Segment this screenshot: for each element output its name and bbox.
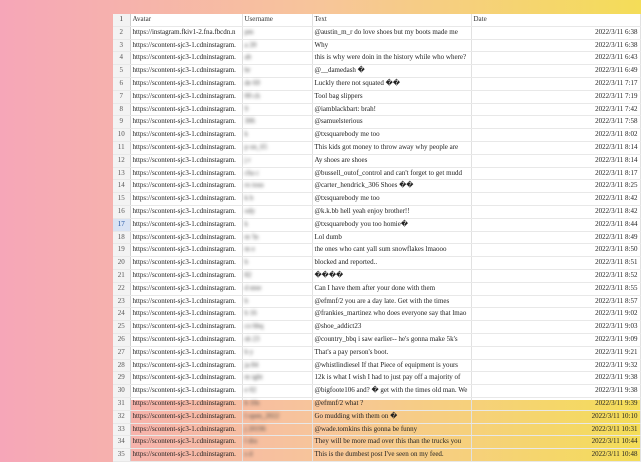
row-number[interactable]: 23	[113, 295, 130, 308]
text-cell[interactable]: this is why were doin in the history while who where?	[312, 52, 471, 65]
table-row[interactable]	[113, 333, 640, 346]
row-number[interactable]: 25	[113, 321, 130, 334]
username-cell[interactable]: b 10s	[242, 397, 312, 410]
text-cell[interactable]: 12k is what I wish I had to just pay off a majority of	[312, 372, 471, 385]
avatar-cell[interactable]: https://scontent-sjc3-1.cdninstagram.	[130, 77, 242, 90]
text-cell[interactable]: Tool bag slippers	[312, 90, 471, 103]
row-number[interactable]: 24	[113, 308, 130, 321]
row-number[interactable]: 5	[113, 65, 130, 78]
username-cell[interactable]: 00 ch	[242, 90, 312, 103]
data-table	[113, 14, 641, 462]
row-number[interactable]: 9	[113, 116, 130, 129]
row-number[interactable]: 16	[113, 205, 130, 218]
avatar-cell[interactable]: https://scontent-sjc3-1.cdninstagram.	[130, 231, 242, 244]
date-cell[interactable]: 2022/3/11 7:19	[471, 90, 640, 103]
table-row[interactable]	[113, 449, 640, 462]
table-row[interactable]	[113, 77, 640, 90]
date-cell[interactable]: 2022/3/11 10:31	[471, 423, 640, 436]
username-cell[interactable]: de 69	[242, 77, 312, 90]
date-cell[interactable]: 2022/3/11 8:02	[471, 129, 640, 142]
date-cell[interactable]: 2022/3/11 6:49	[471, 65, 640, 78]
text-cell[interactable]: @__damedash �	[312, 65, 471, 78]
username-cell[interactable]: m ight	[242, 372, 312, 385]
avatar-cell[interactable]: https://scontent-sjc3-1.cdninstagram.	[130, 346, 242, 359]
username-cell[interactable]: cha c	[242, 167, 312, 180]
date-cell[interactable]: 2022/3/11 9:21	[471, 346, 640, 359]
table-row[interactable]	[113, 154, 640, 167]
avatar-cell[interactable]: https://scontent-sjc3-1.cdninstagram.	[130, 397, 242, 410]
username-cell[interactable]: k	[242, 129, 312, 142]
username-cell[interactable]: 82	[242, 269, 312, 282]
avatar-cell[interactable]: https://scontent-sjc3-1.cdninstagram.	[130, 180, 242, 193]
username-cell[interactable]: ja 84	[242, 359, 312, 372]
text-cell[interactable]: @txsquarebody me too	[312, 129, 471, 142]
username-cell[interactable]: b 16	[242, 308, 312, 321]
date-cell[interactable]: 2022/3/11 9:32	[471, 359, 640, 372]
avatar-cell[interactable]: https://scontent-sjc3-1.cdninstagram.	[130, 103, 242, 116]
avatar-cell[interactable]: https://scontent-sjc3-1.cdninstagram.	[130, 308, 242, 321]
username-cell[interactable]: l open_2022	[242, 410, 312, 423]
row-number[interactable]: 28	[113, 359, 130, 372]
avatar-cell[interactable]: https://scontent-sjc3-1.cdninstagram.	[130, 205, 242, 218]
avatar-cell[interactable]: https://scontent-sjc3-1.cdninstagram.	[130, 269, 242, 282]
header-row	[113, 14, 640, 26]
date-cell[interactable]: 2022/3/11 9:38	[471, 372, 640, 385]
row-number[interactable]: 19	[113, 244, 130, 257]
avatar-cell[interactable]: https://scontent-sjc3-1.cdninstagram.	[130, 385, 242, 398]
text-cell[interactable]: @whistlindiesel If that Piece of equipment is yours	[312, 359, 471, 372]
text-cell[interactable]: Ay shoes are shoes	[312, 154, 471, 167]
username-cell[interactable]: d ntee	[242, 282, 312, 295]
username-cell[interactable]: s d	[242, 449, 312, 462]
row-number[interactable]: 12	[113, 154, 130, 167]
row-number[interactable]: 20	[113, 257, 130, 270]
date-cell[interactable]: 2022/3/11 8:55	[471, 282, 640, 295]
text-cell[interactable]: They will be more mad over this than the trucks you	[312, 436, 471, 449]
text-cell[interactable]: This is the dumbest post I've seen on my feed.	[312, 449, 471, 462]
row-number[interactable]: 3	[113, 39, 130, 52]
date-cell[interactable]: 2022/3/11 8:42	[471, 205, 640, 218]
username-cell[interactable]: k	[242, 218, 312, 231]
avatar-cell[interactable]: https://scontent-sjc3-1.cdninstagram.	[130, 449, 242, 462]
row-number[interactable]: 21	[113, 269, 130, 282]
username-cell[interactable]: e 02	[242, 385, 312, 398]
table-row[interactable]	[113, 231, 640, 244]
table-row[interactable]	[113, 372, 640, 385]
username-cell[interactable]: k b	[242, 193, 312, 206]
avatar-cell[interactable]: https://instagram.fkiv1-2.fna.fbcdn.n	[130, 26, 242, 39]
date-cell[interactable]: 2022/3/11 8:51	[471, 257, 640, 270]
table-row[interactable]	[113, 26, 640, 39]
row-number[interactable]: 15	[113, 193, 130, 206]
date-cell[interactable]: 2022/3/11 9:38	[471, 385, 640, 398]
avatar-cell[interactable]: https://scontent-sjc3-1.cdninstagram.	[130, 333, 242, 346]
date-cell[interactable]: 2022/3/11 9:02	[471, 308, 640, 321]
table-row[interactable]	[113, 205, 640, 218]
date-cell[interactable]: 2022/3/11 10:10	[471, 410, 640, 423]
row-number[interactable]: 31	[113, 397, 130, 410]
avatar-cell[interactable]: https://scontent-sjc3-1.cdninstagram.	[130, 436, 242, 449]
username-cell[interactable]: br	[242, 65, 312, 78]
table-row[interactable]	[113, 359, 640, 372]
table-row[interactable]	[113, 90, 640, 103]
table-row[interactable]	[113, 129, 640, 142]
date-cell[interactable]: 2022/3/11 8:52	[471, 269, 640, 282]
username-cell[interactable]: 9	[242, 103, 312, 116]
username-cell[interactable]: a 20	[242, 39, 312, 52]
table-row[interactable]	[113, 141, 640, 154]
date-cell[interactable]: 2022/3/11 7:42	[471, 103, 640, 116]
date-cell[interactable]: 2022/3/11 8:49	[471, 231, 640, 244]
row-number[interactable]: 26	[113, 333, 130, 346]
avatar-cell[interactable]: https://scontent-sjc3-1.cdninstagram.	[130, 244, 242, 257]
table-row[interactable]	[113, 423, 640, 436]
table-row[interactable]	[113, 269, 640, 282]
text-cell[interactable]: This kids got money to throw away why people are	[312, 141, 471, 154]
text-cell[interactable]: @bussell_outof_control and can't forget to get mudd	[312, 167, 471, 180]
row-number[interactable]: 8	[113, 103, 130, 116]
text-cell[interactable]: @txsquarebody me too	[312, 193, 471, 206]
text-cell[interactable]: That's a pay person's boot.	[312, 346, 471, 359]
date-cell[interactable]: 2022/3/11 7:58	[471, 116, 640, 129]
date-cell[interactable]: 2022/3/11 10:44	[471, 436, 640, 449]
table-row[interactable]	[113, 397, 640, 410]
username-cell[interactable]: b	[242, 257, 312, 270]
text-cell[interactable]: ����	[312, 269, 471, 282]
avatar-cell[interactable]: https://scontent-sjc3-1.cdninstagram.	[130, 90, 242, 103]
table-row[interactable]	[113, 180, 640, 193]
spreadsheet	[113, 14, 640, 459]
date-cell[interactable]: 2022/3/11 8:14	[471, 141, 640, 154]
row-number[interactable]: 11	[113, 141, 130, 154]
text-cell[interactable]: blocked and reported..	[312, 257, 471, 270]
text-cell[interactable]: @iamblackbart: brah!	[312, 103, 471, 116]
row-number[interactable]: 17	[113, 218, 130, 231]
date-cell[interactable]: 2022/3/11 9:39	[471, 397, 640, 410]
text-cell[interactable]: @wade.tomkins this gonna be funny	[312, 423, 471, 436]
date-cell[interactable]: 2022/3/11 9:03	[471, 321, 640, 334]
username-cell[interactable]: l dra	[242, 436, 312, 449]
username-cell[interactable]: j r	[242, 154, 312, 167]
text-cell[interactable]: @txsquarebody you too homie�	[312, 218, 471, 231]
table-row[interactable]	[113, 385, 640, 398]
username-cell[interactable]: pm	[242, 26, 312, 39]
avatar-cell[interactable]: https://scontent-sjc3-1.cdninstagram.	[130, 129, 242, 142]
username-cell[interactable]: 306	[242, 116, 312, 129]
date-cell[interactable]: 2022/3/11 8:17	[471, 167, 640, 180]
table-row[interactable]	[113, 282, 640, 295]
column-header-text[interactable]: Text	[312, 14, 471, 26]
text-cell[interactable]: @efmnf/2 what ?	[312, 397, 471, 410]
avatar-cell[interactable]: https://scontent-sjc3-1.cdninstagram.	[130, 359, 242, 372]
table-row[interactable]	[113, 52, 640, 65]
text-cell[interactable]: @efmnf/2 you are a day late. Get with the times	[312, 295, 471, 308]
text-cell[interactable]: Go mudding with them on �	[312, 410, 471, 423]
text-cell[interactable]: @carter_hendrick_306 Shoes ��	[312, 180, 471, 193]
table-row[interactable]	[113, 39, 640, 52]
text-cell[interactable]: the ones who cant yall sum snowflakes lmaooo	[312, 244, 471, 257]
avatar-cell[interactable]: https://scontent-sjc3-1.cdninstagram.	[130, 218, 242, 231]
column-header-username[interactable]: Username	[242, 14, 312, 26]
row-number[interactable]: 34	[113, 436, 130, 449]
text-cell[interactable]: @shoe_addict23	[312, 321, 471, 334]
date-cell[interactable]: 2022/3/11 9:09	[471, 333, 640, 346]
table-row[interactable]	[113, 436, 640, 449]
username-cell[interactable]: sh 23	[242, 333, 312, 346]
username-cell[interactable]: ody	[242, 205, 312, 218]
date-cell[interactable]: 2022/3/11 8:42	[471, 193, 640, 206]
row-number[interactable]: 29	[113, 372, 130, 385]
date-cell[interactable]: 2022/3/11 6:38	[471, 39, 640, 52]
table-row[interactable]	[113, 218, 640, 231]
username-cell[interactable]: b y	[242, 346, 312, 359]
text-cell[interactable]: @bigfoote106 and? � get with the times old man. We	[312, 385, 471, 398]
avatar-cell[interactable]: https://scontent-sjc3-1.cdninstagram.	[130, 141, 242, 154]
row-number[interactable]: 32	[113, 410, 130, 423]
avatar-cell[interactable]: https://scontent-sjc3-1.cdninstagram.	[130, 154, 242, 167]
date-cell[interactable]: 2022/3/11 6:38	[471, 26, 640, 39]
text-cell[interactable]: Lol dumb	[312, 231, 471, 244]
avatar-cell[interactable]: https://scontent-sjc3-1.cdninstagram.	[130, 65, 242, 78]
username-cell[interactable]: ab	[242, 52, 312, 65]
text-cell[interactable]: @samuelsterious	[312, 116, 471, 129]
table-row[interactable]	[113, 65, 640, 78]
avatar-cell[interactable]: https://scontent-sjc3-1.cdninstagram.	[130, 116, 242, 129]
date-cell[interactable]: 2022/3/11 8:57	[471, 295, 640, 308]
username-cell[interactable]: b	[242, 295, 312, 308]
username-cell[interactable]: ro ious	[242, 180, 312, 193]
avatar-cell[interactable]: https://scontent-sjc3-1.cdninstagram.	[130, 193, 242, 206]
table-row[interactable]	[113, 346, 640, 359]
avatar-cell[interactable]: https://scontent-sjc3-1.cdninstagram.	[130, 372, 242, 385]
text-cell[interactable]: Why	[312, 39, 471, 52]
avatar-cell[interactable]: https://scontent-sjc3-1.cdninstagram.	[130, 410, 242, 423]
table-row[interactable]	[113, 103, 640, 116]
table-row[interactable]	[113, 244, 640, 257]
row-number[interactable]: 22	[113, 282, 130, 295]
row-number[interactable]: 18	[113, 231, 130, 244]
username-cell[interactable]: j 20196	[242, 423, 312, 436]
avatar-cell[interactable]: https://scontent-sjc3-1.cdninstagram.	[130, 295, 242, 308]
table-row[interactable]	[113, 410, 640, 423]
date-cell[interactable]: 2022/3/11 8:44	[471, 218, 640, 231]
column-header-date[interactable]: Date	[471, 14, 640, 26]
row-number[interactable]: 1	[113, 14, 130, 26]
avatar-cell[interactable]: https://scontent-sjc3-1.cdninstagram.	[130, 423, 242, 436]
avatar-cell[interactable]: https://scontent-sjc3-1.cdninstagram.	[130, 282, 242, 295]
username-cell[interactable]: co bbq	[242, 321, 312, 334]
row-number[interactable]: 13	[113, 167, 130, 180]
table-row[interactable]	[113, 193, 640, 206]
avatar-cell[interactable]: https://scontent-sjc3-1.cdninstagram.	[130, 39, 242, 52]
username-cell[interactable]: m e	[242, 244, 312, 257]
text-cell[interactable]: @frankies_martinez who does everyone say that lmao	[312, 308, 471, 321]
text-cell[interactable]: Luckly there not squated ��	[312, 77, 471, 90]
date-cell[interactable]: 2022/3/11 10:48	[471, 449, 640, 462]
text-cell[interactable]: @austin_m_r do love shoes but my boots made me	[312, 26, 471, 39]
avatar-cell[interactable]: https://scontent-sjc3-1.cdninstagram.	[130, 167, 242, 180]
row-number[interactable]: 4	[113, 52, 130, 65]
row-number[interactable]: 6	[113, 77, 130, 90]
row-number[interactable]: 2	[113, 26, 130, 39]
row-number[interactable]: 14	[113, 180, 130, 193]
table-row[interactable]	[113, 295, 640, 308]
avatar-cell[interactable]: https://scontent-sjc3-1.cdninstagram.	[130, 257, 242, 270]
table-row[interactable]	[113, 308, 640, 321]
row-number[interactable]: 27	[113, 346, 130, 359]
row-number[interactable]: 30	[113, 385, 130, 398]
date-cell[interactable]: 2022/3/11 7:17	[471, 77, 640, 90]
date-cell[interactable]: 2022/3/11 8:25	[471, 180, 640, 193]
table-row[interactable]	[113, 321, 640, 334]
date-cell[interactable]: 2022/3/11 8:50	[471, 244, 640, 257]
row-number[interactable]: 7	[113, 90, 130, 103]
table-row[interactable]	[113, 116, 640, 129]
column-header-avatar[interactable]: Avatar	[130, 14, 242, 26]
text-cell[interactable]: @country_bbq i saw earlier-- he's gonna make 5k's	[312, 333, 471, 346]
row-number[interactable]: 35	[113, 449, 130, 462]
table-row[interactable]	[113, 257, 640, 270]
username-cell[interactable]: m 'ln	[242, 231, 312, 244]
text-cell[interactable]: @k.k.bb hell yeah enjoy brother!!	[312, 205, 471, 218]
avatar-cell[interactable]: https://scontent-sjc3-1.cdninstagram.	[130, 321, 242, 334]
date-cell[interactable]: 2022/3/11 6:43	[471, 52, 640, 65]
row-number[interactable]: 10	[113, 129, 130, 142]
row-number[interactable]: 33	[113, 423, 130, 436]
date-cell[interactable]: 2022/3/11 8:14	[471, 154, 640, 167]
avatar-cell[interactable]: https://scontent-sjc3-1.cdninstagram.	[130, 52, 242, 65]
text-cell[interactable]: Can I have them after your done with them	[312, 282, 471, 295]
username-cell[interactable]: p on_65	[242, 141, 312, 154]
table-row[interactable]	[113, 167, 640, 180]
